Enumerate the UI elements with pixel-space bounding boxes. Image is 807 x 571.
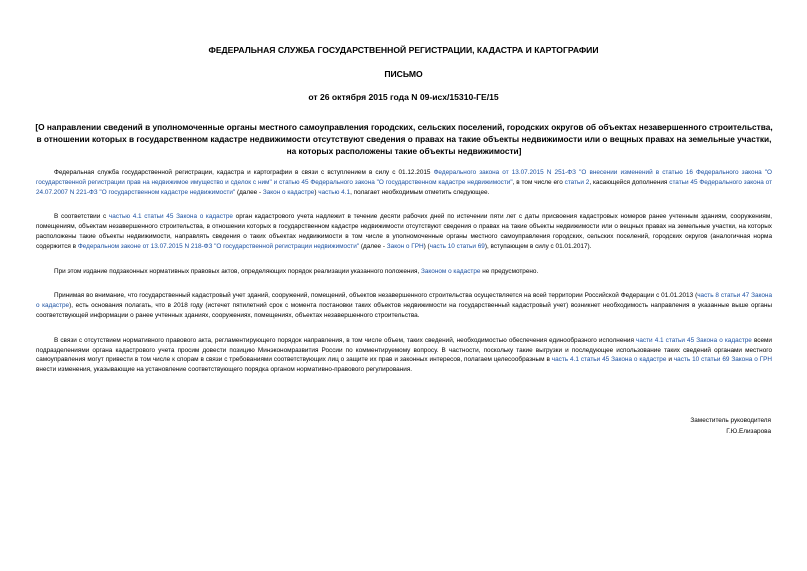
signatory-position: Заместитель руководителя xyxy=(690,417,771,424)
legal-reference-link[interactable]: Федерального закона от 13.07.2015 N 251-ФЗ "О внесении изменений в статью 16 Федерального закона "О государственной регистрации прав на недвижимое имущество и сделок с ним" и статью 45 Федерального закона "О государственном кадастре недвижимости" xyxy=(36,169,772,186)
body-text: При этом издание подзаконных нормативных правовых актов, определяющих порядок реализации указанного положения, xyxy=(54,267,422,275)
legal-reference-link[interactable]: часть 8 статьи 47 Закона о кадастре xyxy=(36,292,773,310)
body-text: ), есть основания полагать, что в 2018 году (истечет пятилетний срок с момента постановки таких объектов недвижимости на государственный кадастровый учет) возникнет необходимость направления в указанные выше органы соответствующей информации о ранее учтенных зданиях, сооружениях, помещениях, объектах незавершенного строительства. xyxy=(36,302,772,319)
body-text: , полагает необходимым отметить следующее. xyxy=(350,188,490,196)
document-title: [О направлении сведений в уполномоченные органы местного самоуправления городских, сельских поселений, городских округов об объектах незавершенного строительства, в отношении которых в государственном кадастре недвижимости отсутствуют сведения о правах на такие объекты недвижимости или о вещных правах на земельные участки, на которых расположены такие объекты недвижимости] xyxy=(35,122,773,156)
body-text: , касающейся дополнения xyxy=(589,178,670,186)
legal-reference-link[interactable]: Федеральном законе от 13.07.2015 N 218-ФЗ "О государственной регистрации недвижимости" xyxy=(77,242,360,250)
legal-reference-link[interactable]: статьи 45 Федерального закона от 24.07.2007 N 221-ФЗ "О государственном кадастре недвижимости" xyxy=(36,178,772,196)
legal-reference-link[interactable]: частью 4.1 статьи 45 Закона о кадастре xyxy=(108,213,233,221)
body-text: В связи с отсутствием нормативного правового акта, регламентирующего порядок направления, в том числе объем, таких сведений, необходимостью обеспечения единообразного исполнения xyxy=(54,336,637,344)
legal-reference-link[interactable]: Законом о кадастре xyxy=(421,267,481,275)
body-text: ) xyxy=(314,188,319,196)
body-text: Принимая во внимание, что государственный кадастровый учет зданий, сооружений, помещений, объектов незавершенного строительства осуществляется на всей территории Российской Федерации с 01.01.2013 ( xyxy=(54,292,698,300)
body-text: орган кадастрового учета надлежит в течение десяти рабочих дней по истечении пяти лет с даты присвоения кадастровых номеров ранее учтенным зданиям, сооружениям, помещениям, объектам незавершенного строительства, в отношении которых в государственном кадастре недвижимости отсутствуют сведения о правах на такие объекты недвижимости или о вещных правах на земельные участки, на которых расположены такие объекты недвижимости, направлять сведения о таких объектах недвижимости в том числе в уполномоченные органы местного самоуправления городских, сельских поселений, городских округов (аналогичная норма содержится в xyxy=(36,213,773,250)
body-text: , в том числе его xyxy=(512,178,565,186)
body-text: ) ( xyxy=(423,242,430,250)
body-text: и xyxy=(666,356,674,364)
body-paragraph xyxy=(36,291,772,320)
body-text: Федеральная служба государственной регистрации, кадастра и картографии в связи с вступлением в силу с 01.12.2015 xyxy=(54,169,434,176)
body-text: не предусмотрено. xyxy=(480,267,539,275)
body-paragraph xyxy=(36,267,772,277)
document-date-number: от 26 октября 2015 года N 09-исх/15310-ГЕ/15 xyxy=(308,92,499,102)
legal-reference-link[interactable]: Закон о кадастре xyxy=(262,188,315,196)
body-text: ), вступающем в силу с 01.01.2017). xyxy=(484,242,592,250)
document-body xyxy=(36,168,772,390)
body-text: (далее - xyxy=(235,188,263,196)
legal-reference-link[interactable]: части 4.1 статьи 45 Закона о кадастре xyxy=(636,336,752,344)
legal-reference-link[interactable]: часть 4.1 статьи 45 Закона о кадастре xyxy=(551,356,667,364)
body-text: всеми подразделениями органа кадастрового учета просим довести позицию Минэкономразвития России по комментируемому вопросу. В частности, поскольку такие выгрузки и последующее использование таких сведений органами местного самоуправления могут привести в том числе к спорам в связи с требованиями соответствующих лиц о защите их прав и законных интересов, полагаем целесообразным в xyxy=(36,336,772,364)
body-text: (далее - xyxy=(359,242,387,250)
legal-reference-link[interactable]: часть 10 статьи 69 Закона о ГРН xyxy=(673,356,773,364)
body-paragraph xyxy=(36,212,772,251)
body-text: В соответствии с xyxy=(54,213,109,221)
body-text: внести изменения, указывающие на установление соответствующего порядка органом нормативно-правового регулирования. xyxy=(36,366,413,374)
legal-reference-link[interactable]: часть 10 статьи 69 xyxy=(429,242,485,250)
signatory-name: Г.Ю.Елизарова xyxy=(726,428,771,435)
legal-reference-link[interactable]: статьи 2 xyxy=(564,178,590,186)
signature-block xyxy=(690,415,771,437)
legal-reference-link[interactable]: Закон о ГРН xyxy=(386,242,424,250)
legal-reference-link[interactable]: частью 4.1 xyxy=(318,188,351,196)
agency-heading: ФЕДЕРАЛЬНАЯ СЛУЖБА ГОСУДАРСТВЕННОЙ РЕГИСТРАЦИИ, КАДАСТРА И КАРТОГРАФИИ xyxy=(208,45,599,55)
document-type: ПИСЬМО xyxy=(384,69,423,79)
body-paragraph xyxy=(36,168,772,197)
body-paragraph xyxy=(36,336,772,375)
